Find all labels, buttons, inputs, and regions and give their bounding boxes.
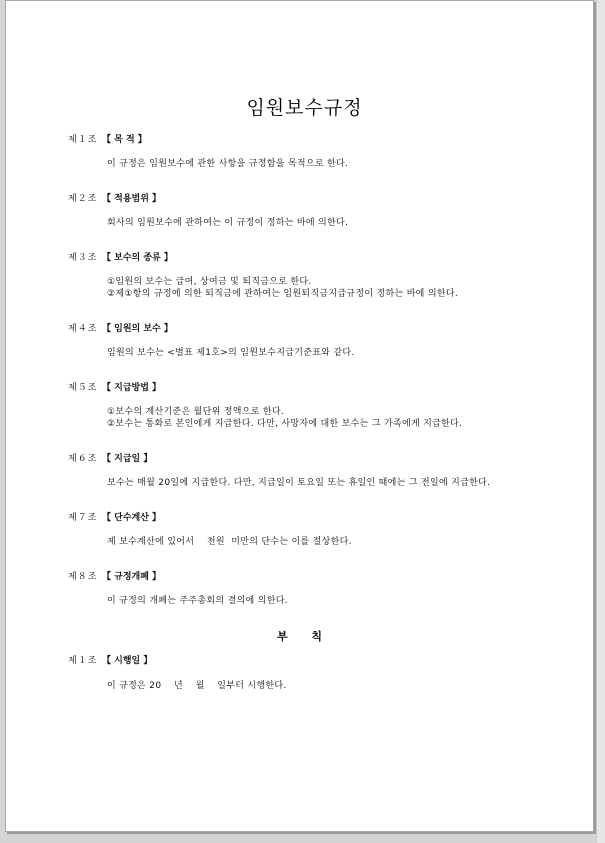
scrollbar-edge[interactable]: [596, 0, 605, 843]
article-5-line-2: ②보수는 통화로 본인에게 지급한다. 다만, 사망자에 대한 보수는 그 가족에게 지급한다.: [107, 419, 463, 429]
article-number: 제８조: [68, 572, 98, 582]
article-5-line-1: ①보수의 계산기준은 월단위 정액으로 한다.: [107, 407, 285, 417]
article-number: 제１조: [68, 656, 98, 666]
article-3-line-2: ②제①항의 규정에 의한 퇴직금에 관하여는 임원퇴직금지급규정이 정하는 바에 의한다.: [107, 289, 458, 299]
article-heading: 【 시행일 】: [102, 656, 153, 666]
article-5-header: [68, 380, 161, 393]
article-heading: 【 임원의 보수 】: [102, 324, 173, 334]
article-heading: 【 단수계산 】: [102, 513, 162, 523]
supplementary-title: 부 칙: [276, 630, 333, 643]
document-title: 임원보수규정: [246, 97, 363, 119]
supplementary-line-1: 이 규정은 20 년 월 일부터 시행한다.: [107, 681, 287, 691]
article-8-line-1: 이 규정의 개폐는 주주총회의 결의에 의한다.: [107, 596, 288, 606]
article-heading: 【 지급일 】: [102, 454, 153, 464]
article-heading: 【 규정개폐 】: [102, 572, 162, 582]
article-number: 제４조: [68, 324, 98, 334]
article-3-header: [68, 250, 173, 263]
supplementary-article-header: [68, 653, 152, 666]
article-2-line-1: 회사의 임원보수에 관하여는 이 규정이 정하는 바에 의한다.: [107, 218, 349, 228]
article-number: 제５조: [68, 383, 98, 393]
article-1-line-1: 이 규정은 임원보수에 관한 사항을 규정함을 목적으로 한다.: [107, 159, 349, 169]
article-heading: 【 적용범위 】: [102, 194, 162, 204]
article-number: 제３조: [68, 253, 98, 263]
article-6-line-1: 보수는 매월 20일에 지급한다. 다만, 지급일이 토요일 또는 휴일인 때에는 그 전일에 지급한다.: [107, 478, 491, 488]
article-3-line-1: ①임원의 보수는 급여, 상여금 및 퇴직금으로 한다.: [107, 277, 312, 287]
article-2-header: [68, 191, 161, 204]
article-number: 제７조: [68, 513, 98, 523]
article-4-line-1: 임원의 보수는 <별표 제1호>의 임원보수지급기준표와 같다.: [107, 348, 355, 358]
article-heading: 【 목 적 】: [102, 135, 147, 145]
article-1-header: [68, 132, 147, 145]
article-4-header: [68, 321, 173, 334]
article-7-line-1: 제 보수계산에 있어서 천원 미만의 단수는 이를 절상한다.: [107, 537, 352, 547]
article-6-header: [68, 451, 152, 464]
article-number: 제６조: [68, 454, 98, 464]
article-heading: 【 지급방법 】: [102, 383, 162, 393]
article-number: 제２조: [68, 194, 98, 204]
article-8-header: [68, 569, 161, 582]
document-page: [5, 0, 594, 832]
article-heading: 【 보수의 종류 】: [102, 253, 173, 263]
article-7-header: [68, 510, 161, 523]
article-number: 제１조: [68, 135, 98, 145]
